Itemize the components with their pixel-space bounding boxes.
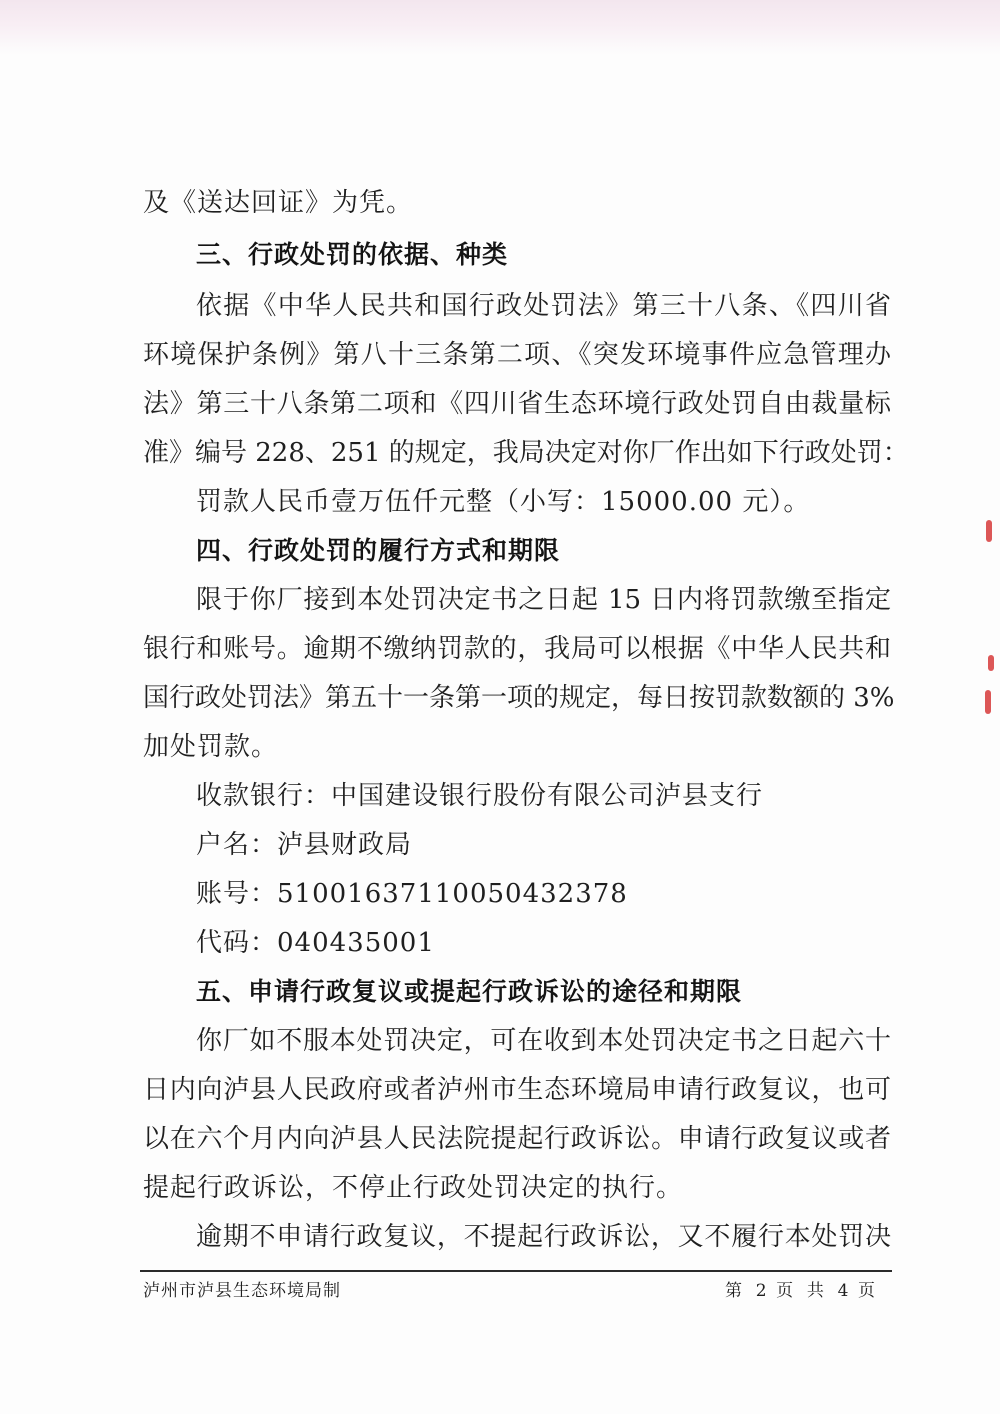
payment-paragraph-line: 国行政处罚法》第五十一条第一项的规定，每日按罚款数额的 3% — [143, 683, 895, 713]
account-name: 户名：泸县财政局 — [196, 830, 413, 860]
paragraph-continuation: 及《送达回证》为凭。 — [143, 188, 414, 218]
footer-page-number: 第 2 页 共 4 页 — [725, 1281, 875, 1301]
section-heading-5: 五、申请行政复议或提起行政诉讼的途径和期限 — [196, 977, 743, 1006]
appeal-paragraph-line: 以在六个月内向泸县人民法院提起行政诉讼。申请行政复议或者 — [143, 1124, 891, 1154]
bank-code: 代码：040435001 — [196, 928, 435, 958]
account-number: 账号：51001637110050432378 — [196, 879, 628, 909]
appeal-paragraph-line: 日内向泸县人民政府或者泸州市生态环境局申请行政复议，也可 — [143, 1075, 891, 1105]
seal-edge-mark — [986, 520, 992, 542]
payment-paragraph-line: 银行和账号。逾期不缴纳罚款的，我局可以根据《中华人民共和 — [143, 634, 891, 664]
payment-paragraph-line: 限于你厂接到本处罚决定书之日起 15 日内将罚款缴至指定 — [196, 585, 891, 615]
receiving-bank: 收款银行：中国建设银行股份有限公司泸县支行 — [196, 781, 764, 811]
basis-paragraph-line: 法》第三十八条第二项和《四川省生态环境行政处罚自由裁量标 — [143, 389, 891, 419]
scan-edge-tint — [0, 0, 1000, 55]
appeal-paragraph-line: 你厂如不服本处罚决定，可在收到本处罚决定书之日起六十 — [196, 1026, 891, 1056]
footer-divider — [140, 1270, 892, 1272]
basis-paragraph-line: 环境保护条例》第八十三条第二项、《突发环境事件应急管理办 — [143, 340, 891, 370]
basis-paragraph-line: 依据《中华人民共和国行政处罚法》第三十八条、《四川省 — [196, 291, 891, 321]
seal-edge-mark — [985, 690, 991, 714]
penalty-amount: 罚款人民币壹万伍仟元整（小写：15000.00 元）。 — [196, 487, 811, 517]
seal-edge-mark — [988, 655, 994, 671]
enforcement-paragraph-line: 逾期不申请行政复议，不提起行政诉讼，又不履行本处罚决 — [196, 1222, 891, 1252]
section-heading-3: 三、行政处罚的依据、种类 — [196, 240, 509, 269]
appeal-paragraph-line: 提起行政诉讼，不停止行政处罚决定的执行。 — [143, 1173, 684, 1203]
section-heading-4: 四、行政处罚的履行方式和期限 — [196, 536, 561, 565]
basis-paragraph-line: 准》编号 228、251 的规定，我局决定对你厂作出如下行政处罚： — [143, 438, 909, 468]
footer-issuer: 泸州市泸县生态环境局制 — [143, 1281, 341, 1301]
payment-paragraph-line: 加处罚款。 — [143, 732, 279, 762]
